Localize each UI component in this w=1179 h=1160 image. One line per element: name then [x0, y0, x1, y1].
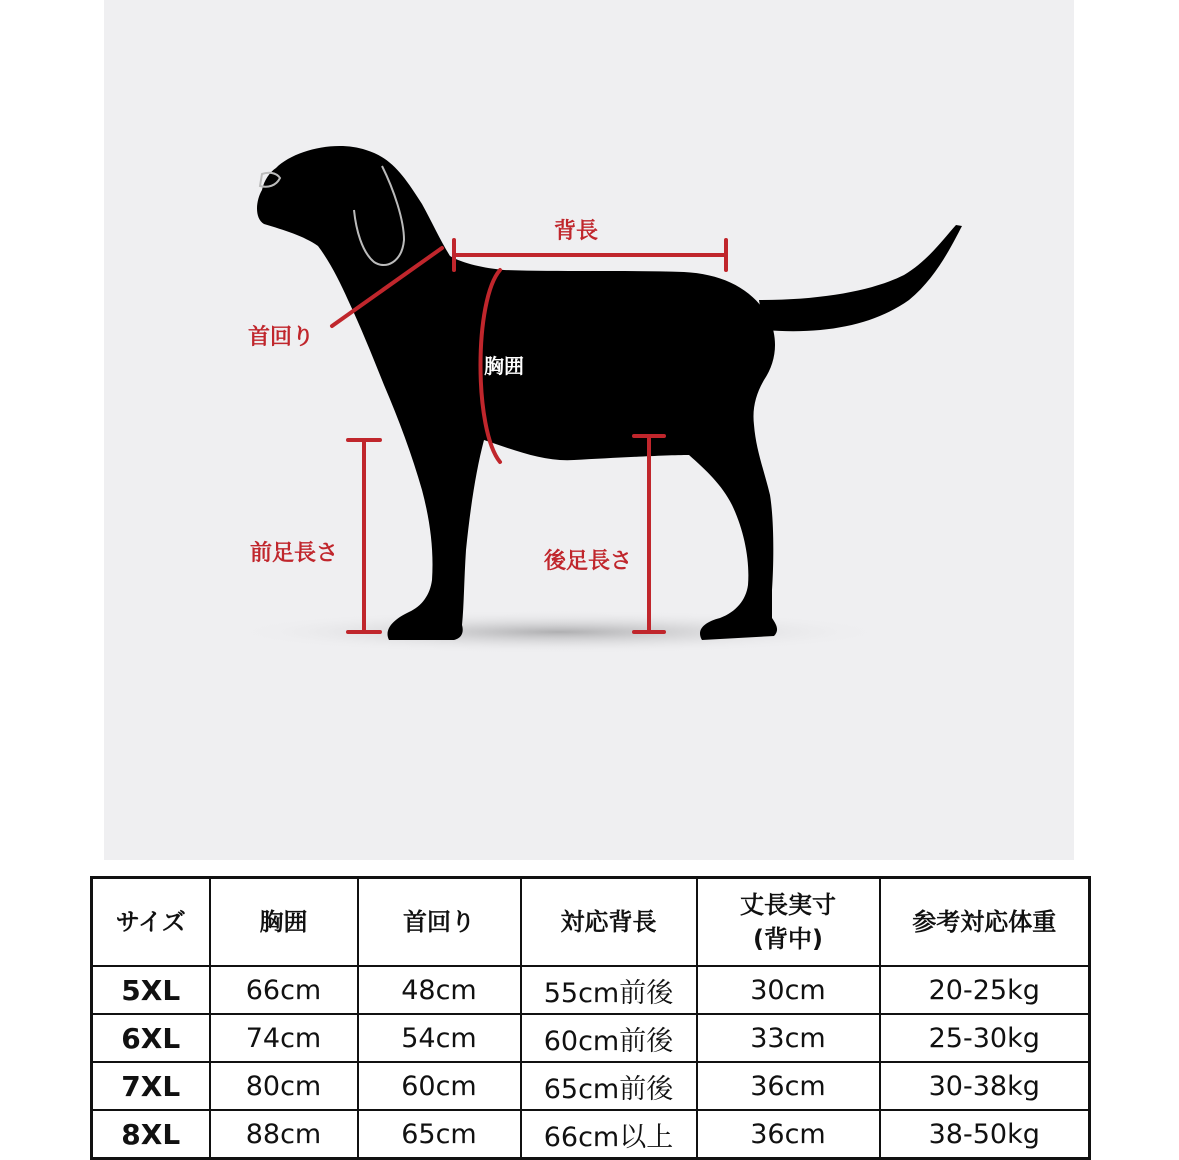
dog-tail — [759, 225, 962, 331]
table-row — [92, 1014, 1090, 1062]
cell-size: 6XL — [92, 1014, 210, 1062]
cell-chest: 80cm — [210, 1062, 358, 1110]
table-row — [92, 1110, 1090, 1159]
size-table — [90, 876, 1091, 1160]
header-chest: 胸囲 — [210, 878, 358, 967]
header-size: サイズ — [92, 878, 210, 967]
table-row — [92, 966, 1090, 1014]
cell-weight: 20-25kg — [880, 966, 1090, 1014]
label-back-length: 背長 — [554, 219, 599, 244]
cell-size: 8XL — [92, 1110, 210, 1159]
label-chest: 胸囲 — [484, 354, 524, 378]
cell-actual-length: 30cm — [697, 966, 880, 1014]
header-back-length: 対応背長 — [521, 878, 697, 967]
label-front-leg: 前足長さ — [250, 541, 339, 566]
cell-actual-length: 36cm — [697, 1110, 880, 1159]
cell-chest: 74cm — [210, 1014, 358, 1062]
cell-neck: 48cm — [358, 966, 521, 1014]
cell-chest: 88cm — [210, 1110, 358, 1159]
cell-weight: 38-50kg — [880, 1110, 1090, 1159]
cell-back-length: 60cm前後 — [521, 1014, 697, 1062]
cell-neck: 54cm — [358, 1014, 521, 1062]
cell-back-length: 65cm前後 — [521, 1062, 697, 1110]
cell-size: 5XL — [92, 966, 210, 1014]
dog-measurement-diagram — [104, 0, 1074, 860]
header-neck: 首回り — [358, 878, 521, 967]
header-weight: 参考対応体重 — [880, 878, 1090, 967]
cell-weight: 25-30kg — [880, 1014, 1090, 1062]
table-row — [92, 1062, 1090, 1110]
label-neck: 首回り — [248, 325, 315, 350]
cell-back-length: 66cm以上 — [521, 1110, 697, 1159]
cell-chest: 66cm — [210, 966, 358, 1014]
label-hind-leg: 後足長さ — [544, 549, 633, 574]
dog-diagram-svg — [104, 0, 1074, 860]
cell-size: 7XL — [92, 1062, 210, 1110]
cell-back-length: 55cm前後 — [521, 966, 697, 1014]
table-header-row — [92, 878, 1090, 967]
cell-actual-length: 33cm — [697, 1014, 880, 1062]
header-actual-length: 丈長実寸 (背中) — [697, 878, 880, 967]
floor-shadow — [229, 610, 889, 654]
cell-neck: 60cm — [358, 1062, 521, 1110]
cell-weight: 30-38kg — [880, 1062, 1090, 1110]
cell-actual-length: 36cm — [697, 1062, 880, 1110]
cell-neck: 65cm — [358, 1110, 521, 1159]
